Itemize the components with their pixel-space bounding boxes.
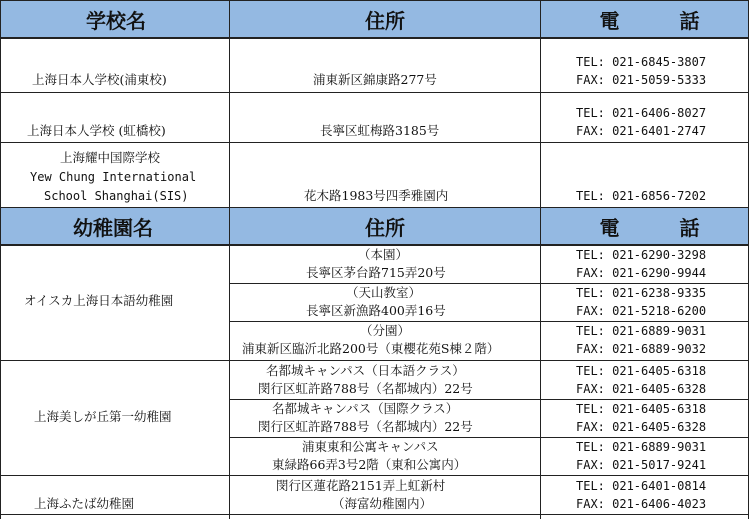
table-rule — [0, 475, 749, 476]
branch-line1: （分園） — [360, 323, 411, 338]
school-tel: TEL: 021-6845-3807 — [576, 55, 707, 69]
branch-fax: FAX: 021-6405-6328 — [576, 382, 707, 396]
branch-line1: 閔行区蓮花路2151弄上虹新村 — [276, 478, 446, 493]
branch-line1: （本園） — [358, 247, 409, 262]
branch-line1: 名都城キャンパス（国際クラス） — [272, 401, 459, 416]
table-border-bottom — [0, 514, 749, 515]
branch-line2: 閔行区虹許路788号（名都城内）22号 — [258, 381, 473, 396]
table-rule — [230, 437, 749, 438]
table-rule — [0, 360, 749, 361]
header-address: 住所 — [230, 208, 540, 244]
school-name-line: School Shanghai(SIS) — [44, 189, 189, 203]
header-phone: 電 話 — [541, 208, 748, 244]
school-fax: FAX: 021-6401-2747 — [576, 124, 707, 138]
school-tel: TEL: 021-6856-7202 — [576, 189, 707, 203]
branch-line2: 長寧区新漁路400弄16号 — [306, 303, 446, 318]
branch-fax: FAX: 021-6406-4023 — [576, 497, 707, 511]
kindergarten-name: 上海美しが丘第一幼稚園 — [34, 409, 172, 424]
branch-line2: （海富幼稚園内） — [332, 496, 433, 511]
table-rule — [0, 37, 749, 39]
table-rule — [0, 92, 749, 93]
header-phone: 電 話 — [541, 1, 748, 37]
branch-line1: （天山教室） — [346, 285, 422, 300]
table-col-rule — [229, 0, 230, 519]
table-rule — [0, 207, 749, 208]
header-school-name: 学校名 — [1, 1, 229, 37]
school-tel: TEL: 021-6406-8027 — [576, 106, 707, 120]
table-rule — [230, 283, 749, 284]
branch-line2: 東緑路66弄3号2階（東和公寓内） — [272, 457, 467, 472]
school-name: 上海日本人学校(浦東校) — [32, 72, 167, 87]
branch-line2: 浦東新区臨沂北路200号（東櫻花苑S棟２階） — [242, 341, 500, 356]
table-rule — [0, 244, 749, 246]
branch-tel: TEL: 021-6889-9031 — [576, 324, 707, 338]
branch-fax: FAX: 021-5218-6200 — [576, 304, 707, 318]
branch-line1: 浦東東和公寓キャンパス — [302, 439, 439, 454]
kindergarten-name: 上海ふたば幼稚園 — [34, 496, 135, 511]
school-name-line: Yew Chung International — [30, 170, 197, 184]
kindergarten-name: オイスカ上海日本語幼稚園 — [24, 293, 174, 308]
branch-line2: 長寧区茅台路715弄20号 — [306, 265, 446, 280]
branch-tel: TEL: 021-6290-3298 — [576, 248, 707, 262]
branch-tel: TEL: 021-6405-6318 — [576, 364, 707, 378]
table-rule — [0, 142, 749, 143]
table-rule — [230, 321, 749, 322]
table-border-top — [0, 0, 749, 1]
table-rule — [230, 399, 749, 400]
branch-fax: FAX: 021-6290-9944 — [576, 266, 707, 280]
header-address: 住所 — [230, 1, 540, 37]
branch-fax: FAX: 021-6405-6328 — [576, 420, 707, 434]
branch-tel: TEL: 021-6238-9335 — [576, 286, 707, 300]
branch-fax: FAX: 021-6889-9032 — [576, 342, 707, 356]
school-address: 花木路1983号四季雅園内 — [304, 188, 449, 203]
table-border-left — [0, 0, 1, 519]
table-col-rule — [540, 0, 541, 519]
branch-line1: 名都城キャンパス（日本語クラス） — [266, 363, 465, 378]
school-fax: FAX: 021-5059-5333 — [576, 73, 707, 87]
branch-tel: TEL: 021-6401-0814 — [576, 479, 707, 493]
school-address: 長寧区虹梅路3185号 — [320, 123, 440, 138]
school-address: 浦東新区錦康路277号 — [313, 72, 437, 87]
school-name-line: 上海耀中国際学校 — [60, 150, 161, 165]
branch-fax: FAX: 021-5017-9241 — [576, 458, 707, 472]
branch-line2: 閔行区虹許路788号（名都城内）22号 — [258, 419, 473, 434]
branch-tel: TEL: 021-6405-6318 — [576, 402, 707, 416]
branch-tel: TEL: 021-6889-9031 — [576, 440, 707, 454]
header-kindergarten-name: 幼稚園名 — [1, 208, 229, 244]
school-name: 上海日本人学校 (虹橋校) — [27, 123, 166, 138]
